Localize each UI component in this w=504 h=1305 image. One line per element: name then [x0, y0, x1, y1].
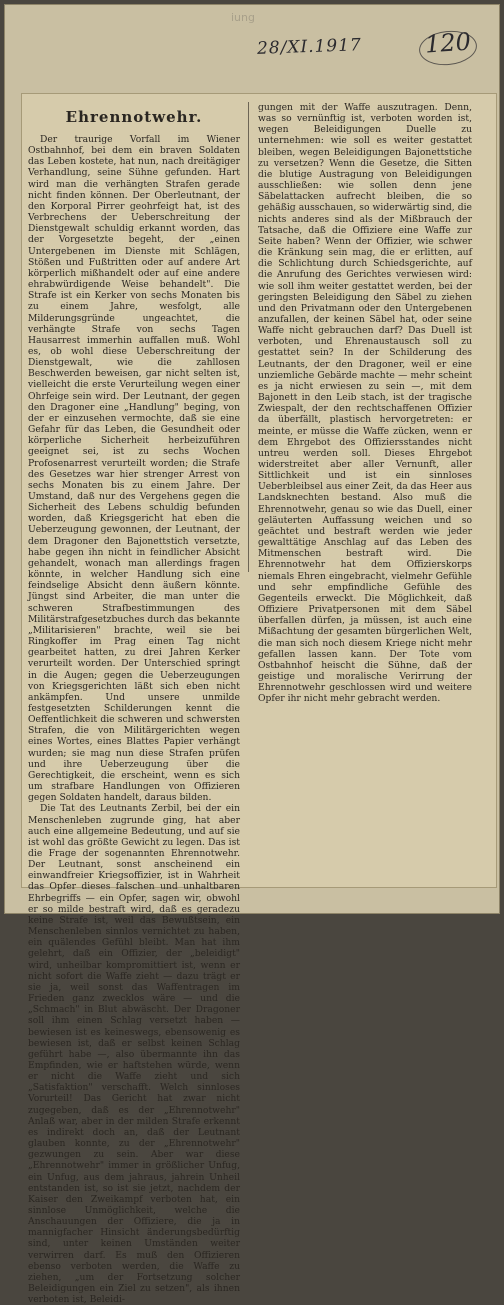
- article-headline: Ehrennotwehr.: [65, 108, 203, 126]
- newspaper-clipping: [22, 94, 496, 1305]
- article-paragraph: gungen mit der Waffe auszutragen. Denn, was so vernünftig ist, verboten worden ist, wegen Beleidigungen Duelle zu unternehmen: wie soll es weiter gestattet bleiben, wegen Beleidigungen Bajonettstiche zu versetzen? Wenn die Gesetze, die Sitten die blutige Austragung von Beleidigungen ausschließen: wie sollen denn jene Säbelattacken aufrecht bleiben, die so gehäßig ausschauen, so widerwärtig sind, die nichts anderes sind als der Mißbrauch der Tatsache, daß die Offiziere eine Waffe zur Seite haben? Wenn der Offizier, wie schwer die Kränkung sein mag, die er erlitten, auf die Schlichtung durch Schiedsgerichte, auf die Anrufung des Gerichtes verwiesen wird: wie soll ihm weiter gestattet werden, bei der geringsten Beleidigung den Säbel zu ziehen und den Privatmann oder den Untergebenen anzufallen, der keinen Säbel hat, oder seine Waffe nicht gebrauchen darf? Das Duell ist verboten, und Ehrenaustausch soll zu gestattet sein? In der Schilderung des Leutnants, der den Dragoner, weil er eine unziemliche Gebärde machte — mehr scheint es ja nicht erwiesen zu sein —, mit dem Bajonett in den Leib stach, ist der tragische Zwiespalt, der den rechtschaffenen Offizier da überfällt, plastisch hervorgetreten: er meinte, er müsse die Waffe zücken, wenn er dem Ehrgebot des Offiziersstandes nicht untreu werden soll. Dieses Ehrgebot widerstreitet aber aller Vernunft, aller Sittlichkeit und ist ein sinnloses Ueberbleibsel aus einer Zeit, da das Heer aus Landsknechten bestand. Also muß die Ehrennotwehr, genau so wie das Duell, einer geläuterten Auffassung weichen und so geächtet und bestraft werden wie jeder gewalttätige Anschlag auf das Leben des Mitmenschen bestraft wird. Die Ehrennotwehr hat dem Offizierskorps niemals Ehren eingebracht, vielmehr Gefühle und sehr empfindliche Gefühle des Gegenteils erweckt. Die Möglichkeit, daß Offiziere Privatpersonen mit dem Säbel überfallen dürfen, ja müssen, ist auch eine Mißachtung der gesamten bürgerlichen Welt, die man sich noch diesem Kriege nicht mehr gefallen lassen kann. Der Tote vom Ostbahnhof heischt die Sühne, daß der geistige und moralische Verirrung der Ehrennotwehr geschlossen wird und weitere Opfer ihr nicht mehr gebracht werden.: [258, 102, 472, 705]
- article-left-column: [28, 102, 240, 1305]
- article-right-column: [258, 102, 472, 704]
- handwritten-number: 120: [424, 27, 472, 59]
- handwritten-date: 28/XI.1917: [256, 35, 363, 59]
- clipping-fragment-top: iung: [231, 11, 255, 24]
- archive-sheet: [4, 4, 500, 1305]
- article-paragraph: Der traurige Vorfall im Wiener Ostbahnhof, bei dem ein braven Soldaten das Leben kostete, hat nun, nach dreitägiger Verhandlung, seine Sühne gefunden. Hart wird man die verhängten Strafen gerade nicht finden können. Der Oberleutnant, der den Korporal Pirrer geohrfeigt hat, ist des Verbrechens der Ueberschreitung der Dienstgewalt schuldig erkannt worden, das der Vorgesetzte begeht, der „einen Untergebenen im Dienste mit Schlägen, Stößen und Fußtritten oder auf andere Art körperlich mißhandelt oder auf eine andere ehrabwürdigende Weise behandelt". Die Strafe ist ein Kerker von sechs Monaten bis zu einem Jahre, wesfolgt, alle Milderungsgründe ungeachtet, die verhängte Strafe von sechs Tagen Hausarrest immerhin auffallen muß. Wohl es, ob wohl diese Ueberschreitung der Dienstgewalt, wie die zahllosen Beschwerden beweisen, gar nicht selten ist, vielleicht die erste Verurteilung wegen einer Ohrfeige sein wird. Der Leutnant, der gegen den Dragoner eine „Handlung" beging, von der er einzusehen vermochte, daß sie eine Gefahr für das Leben, die Gesundheit oder körperliche Sicherheit herbeizuführen geeignet sei, ist zu sechs Wochen Profosenarrest verurteilt worden; die Strafe des Gesetzes war hier strenger Arrest von sechs Monaten bis zu einem Jahre. Der Umstand, daß nur des Vergehens gegen die Sicherheit des Lebens schuldig befunden worden, daß Kriegsgericht hat eben die Ueberzeugung gewonnen, der Leutnant, der dem Dragoner den Bajonettstich versetzte, habe gegen ihn nicht in feindlicher Absicht gehandelt, wonach man allerdings fragen könnte, in welcher Handlung sich eine feindselige Absicht denn äußern könnte. Jüngst sind Arbeiter, die man unter die schweren Strafbestimmungen des Militärstrafgesetzbuches durch das bekannte „Militarisieren" brachte, weil sie bei Ringkoffer im Prag einen Tag nicht gearbeitet hatten, zu drei Jahren Kerker verurteilt worden. Der Unterschied springt in die Augen; gegen die Ueberzeugungen von Kriegsgerichten läßt sich eben nicht ankämpfen. Und unsere unmilde festgesetzten Schilderungen kennt die Oeffentlichkeit die schweren und schwersten Strafen, die von Militärgerichten wegen eines Wortes, eines Blattes Papier verhängt wurden; sie mag nun diese Strafen prüfen und ihre Ueberzeugung über die Gerechtigkeit, die erscheint, wenn es sich um strafbare Handlungen von Offizieren gegen Soldaten handelt, daraus bilden.: [28, 134, 240, 804]
- article-paragraph: Die Tat des Leutnants Zerbil, bei der ein Menschenleben zugrunde ging, hat aber auch eine allgemeine Bedeutung, und auf sie ist wohl das größte Gewicht zu legen. Das ist die Frage der sogenannten Ehrennotwehr. Der Leutnant, sonst anscheinend ein einwandfreier Kriegsoffizier, ist in Wahrheit das Opfer dieses falschen und unhaltbaren Ehrbegriffs — ein Opfer, sagen wir, obwohl er so milde bestraft wird, daß es geradezu keine Strafe ist, weil das Bewußtsein, ein Menschenleben sinnlos vernichtet zu haben, ein quälendes Gefühl bleibt. Man hat ihm gelehrt, daß ein Offizier, der „beleidigt" wird, unheilbar kompromittiert ist, wenn er nicht sofort die Waffe zieht — dazu trägt er sie ja, weil sonst das Waffentragen im Frieden ganz zwecklos wäre — und die „Schmach" in Blut abwäscht. Der Dragoner soll ihm einen Schlag versetzt haben — bewiesen ist es keineswegs, ebensowenig es bewiesen ist, daß er selbst keinen Schlag geführt habe —, also übermannte ihn das Empfinden, wie er haftstehen würde, wenn er nicht die Waffe zieht und sich „Satisfaktion" verschafft. Welch sinnloses Vorurteil! Das Gericht hat zwar nicht zugegeben, daß es der „Ehrennotwehr" Anlaß war, aber in der milden Strafe erkennt es indirekt doch an, daß der Leutnant glauben konnte, zu der „Ehrennotwehr" gezwungen zu sein. Aber war diese „Ehrennotwehr" immer in größlicher Unfug, ein Unfug, aus dem jahraus, jahrein Unheil entstanden ist, so ist sie jetzt, nachdem der Kaiser den Zweikampf verboten hat, ein sinnlose Unmöglichkeit, welche die Anschauungen der Offiziere, die ja in mannigfacher Hinsicht änderungsbedürftig sind, unter keinen Umständen weiter verwirren darf. Es muß den Offizieren ebenso verboten werden, die Waffe zu ziehen, „um der Fortsetzung solcher Beleidigungen ein Ziel zu setzen", als ihnen verboten ist, Beleidi-: [28, 803, 240, 1305]
- column-divider: [248, 102, 249, 572]
